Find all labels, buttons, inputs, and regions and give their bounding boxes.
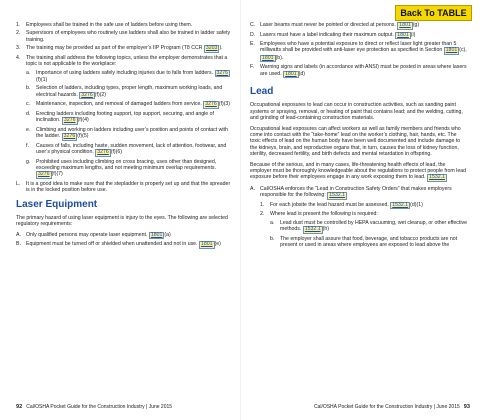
regulation-link[interactable]: 1801 bbox=[399, 22, 411, 28]
regulation-link[interactable]: 3276 bbox=[205, 101, 217, 108]
list-item-text bbox=[36, 159, 231, 179]
text-run: Laser beams must never be pointed or directed at persons. bbox=[260, 22, 398, 28]
regulation-link[interactable]: 1801 bbox=[150, 231, 163, 238]
text-run: ). bbox=[219, 45, 223, 52]
ladder-training-list bbox=[16, 22, 231, 68]
list-marker: E. bbox=[250, 41, 255, 47]
lead-para-1: Occupational exposures to lead can occur in construction activities, such as sanding paint systems or spraying, removal, or heating of paint that contains lead; and the welding, cutting, and grinding of lead-containing construction materials. bbox=[250, 102, 463, 122]
page-gutter bbox=[240, 0, 241, 420]
lead-para-2: Occupational lead exposures can affect workers as well as family members and friends who come into contact with the “take-home” lead on the worker’s clothing, hair, hands, etc. The toxic effects of lead on the human body have been well documented and include damage to the kidneys, brain, and reproductive organs that, in turn, causes the loss of kidney function, sterility, decreased fertility, and birth defects and mental retardation in offspring. bbox=[250, 125, 461, 158]
text-run: (a) bbox=[164, 231, 171, 238]
list-marker: b. bbox=[26, 85, 31, 92]
list-marker: 2. bbox=[260, 211, 265, 218]
list-marker: F. bbox=[250, 64, 255, 71]
list-item bbox=[250, 32, 468, 40]
list-item bbox=[16, 232, 231, 240]
list-item-text bbox=[26, 22, 231, 28]
list-item-text bbox=[26, 241, 231, 249]
list-marker: C. bbox=[250, 22, 256, 28]
list-item-text bbox=[26, 232, 231, 240]
list-item bbox=[250, 64, 468, 78]
text-run: (h) bbox=[322, 226, 329, 233]
list-item bbox=[16, 241, 231, 249]
regulation-link[interactable]: 3276 bbox=[97, 149, 109, 156]
list-marker: 1. bbox=[16, 22, 21, 28]
text-run: (f)(6) bbox=[110, 149, 123, 156]
list-marker: A. bbox=[250, 185, 255, 192]
lead-heading: Lead bbox=[250, 86, 274, 98]
list-item-text bbox=[280, 236, 468, 249]
list-item-text bbox=[26, 55, 231, 68]
list-item bbox=[250, 186, 468, 200]
text-run: Employees shall be trained in the safe use of ladders before using them. bbox=[26, 22, 193, 28]
regulation-link[interactable]: 1532.1 bbox=[304, 226, 321, 233]
text-run: (f)(2) bbox=[94, 91, 107, 98]
text-run: (e) bbox=[214, 241, 221, 247]
back-to-table-button[interactable]: Back To TABLE bbox=[395, 5, 472, 21]
regulation-link[interactable]: 3203 bbox=[205, 45, 218, 52]
text-run: Prohibited uses including climbing on cross bracing, uses other than designed, exceeding maximum lengths, and not meeting minimum overlap requirements. bbox=[36, 158, 217, 171]
list-marker: d. bbox=[26, 110, 31, 117]
text-run: (c), bbox=[459, 47, 467, 54]
list-marker: c. bbox=[26, 101, 31, 108]
list-marker: D. bbox=[250, 31, 256, 38]
text-run: (b). bbox=[275, 54, 284, 61]
text-run: Erecting ladders including footing support, top support, securing, and angle of inclination. bbox=[36, 110, 214, 124]
regulation-link[interactable]: 3276 bbox=[38, 171, 50, 178]
footer-right-text: Cal/OSHA Pocket Guide for the Construction Industry | June 2015 bbox=[313, 404, 460, 410]
text-run: Lasers must have a label indicating their maximum output. bbox=[260, 31, 396, 38]
text-run: Lead dust must be controlled by HEPA vacuuming, wet cleanup, or other effective methods. bbox=[280, 219, 467, 233]
text-run: Employees who have a potential exposure to direct or reflect laser light greater than 5 milliwatts shall be provided with anti-laser eye protection as specified in Section bbox=[260, 41, 457, 54]
text-run: (f)(3) bbox=[218, 101, 231, 108]
laser-requirements-list bbox=[16, 232, 231, 249]
text-run: Equipment must be turned off or shielded when unattended and not in use. bbox=[26, 241, 199, 247]
regulation-link[interactable]: 1801 bbox=[285, 70, 297, 77]
text-run: (f)(5) bbox=[77, 133, 89, 140]
list-item-text bbox=[260, 22, 468, 30]
text-run: Importance of using ladders safely including injuries due to falls from ladders. bbox=[36, 69, 215, 76]
footer-left-text: Cal/OSHA Pocket Guide for the Construction Industry | June 2015 bbox=[26, 404, 173, 410]
text-run: (f)(1) bbox=[36, 77, 48, 84]
list-item bbox=[26, 143, 231, 157]
list-marker: B. bbox=[16, 241, 21, 247]
list-item bbox=[250, 22, 468, 30]
text-run: (f)(4) bbox=[77, 117, 89, 124]
right-page-column bbox=[250, 22, 468, 250]
laser-requirements-continued bbox=[250, 22, 468, 78]
list-item-text bbox=[36, 70, 231, 84]
list-marker: f. bbox=[26, 142, 29, 149]
regulation-link[interactable]: 1532.1 bbox=[392, 201, 409, 208]
text-run: Only qualified persons may operate laser equipment. bbox=[26, 231, 149, 238]
training-topics-list bbox=[26, 70, 231, 179]
list-marker: b. bbox=[270, 235, 275, 242]
list-item-text bbox=[270, 211, 468, 217]
regulation-link[interactable]: 3276 bbox=[63, 117, 76, 124]
text-run: (d)(1) bbox=[410, 201, 423, 208]
list-item-text bbox=[270, 202, 468, 210]
text-run: Supervisors of employees who routinely use ladders shall also be trained in ladder safety training. bbox=[26, 30, 231, 43]
list-marker: a. bbox=[26, 69, 31, 76]
list-item-text bbox=[260, 64, 468, 78]
laser-equipment-heading: Laser Equipment bbox=[16, 198, 98, 210]
regulation-link[interactable]: 1532.1 bbox=[329, 192, 346, 199]
list-item bbox=[26, 127, 231, 141]
lead-sub-list bbox=[260, 202, 468, 218]
list-marker: g. bbox=[26, 158, 31, 165]
text-run: Warning signs and labels (in accordance with ANSI) must be posted in areas where lasers are used. bbox=[260, 64, 467, 77]
list-item-text bbox=[36, 101, 231, 109]
list-item-text bbox=[280, 220, 468, 234]
lead-sub-sub-list bbox=[270, 220, 468, 249]
text-run: The employer shall assure that food, beverage, and tobacco products are not present or used in areas where employees are exposed to lead above the bbox=[280, 235, 458, 248]
list-item-text bbox=[260, 186, 468, 200]
regulation-link[interactable]: 1801 bbox=[397, 31, 409, 38]
page-number-left: 92 bbox=[16, 404, 23, 410]
list-item bbox=[260, 202, 468, 210]
page-number-right: 93 bbox=[463, 404, 470, 410]
list-item-text bbox=[260, 41, 468, 62]
list-item bbox=[16, 45, 231, 53]
list-item bbox=[26, 101, 231, 109]
text-run: Climbing and working on ladders including user’s position and points of contact with the ladder. bbox=[36, 126, 228, 140]
text-run: (f)(7) bbox=[51, 171, 63, 178]
lead-para-3 bbox=[250, 162, 468, 182]
list-item bbox=[26, 70, 231, 84]
regulation-link[interactable]: 1532.1 bbox=[429, 174, 445, 181]
footer-right bbox=[300, 404, 470, 410]
list-item bbox=[26, 159, 231, 179]
text-run: Causes of falls, including haste, sudden movement, lack of attention, footwear, and user’s physical condition. bbox=[36, 142, 227, 156]
list-item-text bbox=[36, 127, 231, 141]
list-item-text bbox=[260, 32, 468, 40]
text-run: It is a good idea to make sure that the stepladder is properly set up and that the spreader is in the locked position before use. bbox=[26, 180, 231, 194]
regulation-link[interactable]: 1801 bbox=[445, 47, 458, 54]
lead-requirements-list bbox=[250, 186, 468, 200]
list-item bbox=[270, 220, 468, 234]
list-item bbox=[250, 41, 468, 62]
regulation-link[interactable]: 1801 bbox=[262, 54, 274, 61]
text-run: (d) bbox=[298, 70, 305, 77]
list-item-text bbox=[36, 111, 231, 125]
list-item bbox=[260, 211, 468, 217]
list-marker: a. bbox=[270, 219, 275, 226]
text-run: The training shall address the following topics, unless the employer demonstrates that a topic is not applicable to the workplace: bbox=[26, 54, 228, 68]
list-item bbox=[16, 55, 231, 68]
text-run: Cal/OSHA enforces the “Lead in Construction Safety Orders” that makes employers responsible for the following: bbox=[260, 185, 452, 199]
text-run: (i) bbox=[410, 31, 416, 38]
left-page-column bbox=[16, 22, 231, 251]
text-run: For each jobsite the lead hazard must be assessed. bbox=[270, 201, 391, 208]
stepladder-tip bbox=[16, 181, 231, 194]
list-marker: L. bbox=[16, 180, 21, 187]
list-item bbox=[16, 181, 231, 194]
regulation-link[interactable]: 1801 bbox=[200, 241, 213, 247]
text-run: Selection of ladders, including types, proper length, maximum working loads, and electrical hazards. bbox=[36, 85, 223, 98]
regulation-link[interactable]: 3276 bbox=[63, 133, 76, 140]
list-item-text bbox=[26, 181, 231, 194]
list-marker: e. bbox=[26, 126, 31, 133]
list-item bbox=[16, 22, 231, 28]
list-marker: 3. bbox=[16, 45, 21, 52]
list-item bbox=[270, 236, 468, 249]
text-run: Where lead is present the following is required: bbox=[270, 211, 378, 218]
footer-left bbox=[16, 404, 172, 410]
list-marker: 4. bbox=[16, 54, 21, 61]
laser-intro: The primary hazard of using laser equipment is injury to the eyes. The following are selected regulatory requirements: bbox=[16, 214, 228, 228]
list-item bbox=[16, 30, 231, 43]
list-marker: 2. bbox=[16, 30, 21, 37]
lead-para-3-text: Because of the serious, and in many cases, life-threatening health effects of lead, the employer must be thoroughly knowledgeable about the regulations to protect people from lead exposure before their employees engage in any work exposing them to lead. bbox=[250, 161, 466, 181]
list-item bbox=[26, 111, 231, 125]
list-item-text bbox=[26, 45, 231, 53]
list-marker: A. bbox=[16, 231, 21, 238]
list-item-text bbox=[36, 85, 231, 99]
list-item-text bbox=[36, 143, 231, 157]
list-item-text bbox=[26, 30, 231, 43]
list-item bbox=[26, 85, 231, 99]
regulation-link[interactable]: 3276 bbox=[81, 91, 93, 98]
text-run: The training may be provided as part of the employer’s IIP Program (T8 CCR bbox=[26, 45, 204, 52]
text-run: (g) bbox=[412, 22, 420, 28]
list-marker: 1. bbox=[260, 201, 265, 208]
regulation-link[interactable]: 3276 bbox=[216, 69, 229, 76]
text-run: Maintenance, inspection, and removal of damaged ladders from service. bbox=[36, 101, 204, 108]
